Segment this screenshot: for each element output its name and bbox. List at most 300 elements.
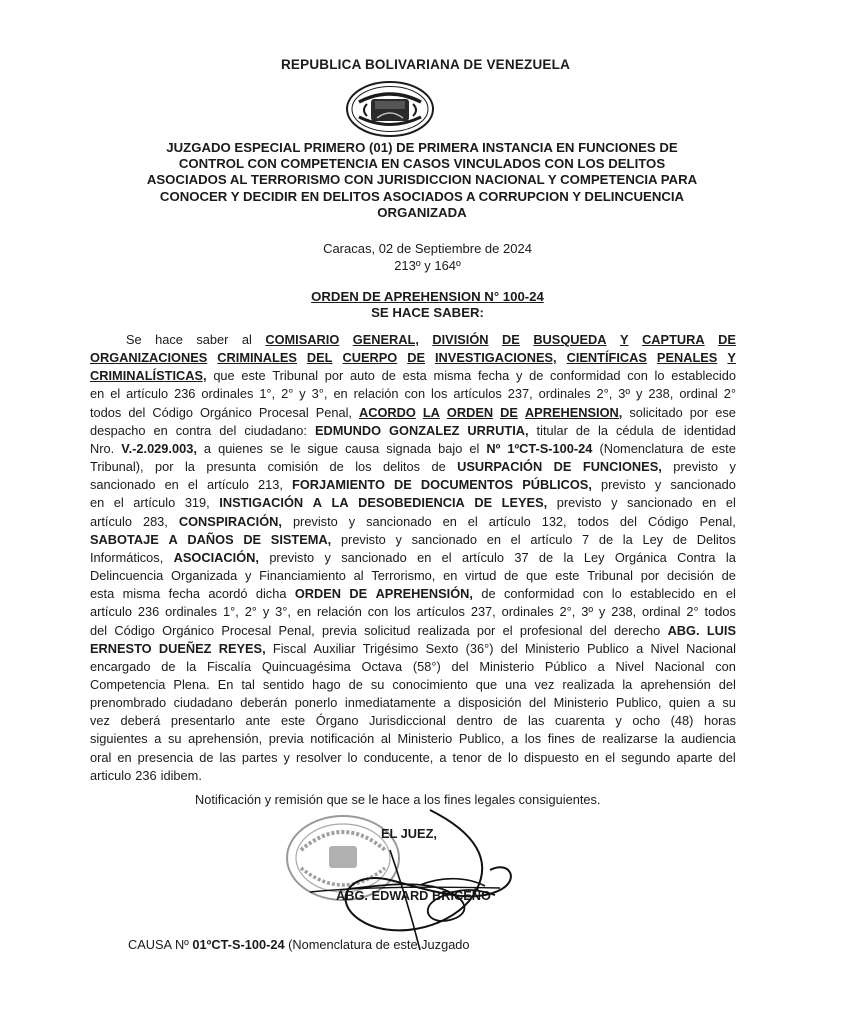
body-word: previsto [556, 495, 602, 511]
body-word: DEL [306, 350, 333, 366]
body-word: dentro [456, 713, 493, 729]
body-word: del [528, 695, 547, 711]
body-word: ante [245, 713, 271, 729]
body-word: V.-2.029.003, [121, 440, 197, 456]
body-line [90, 494, 736, 512]
body-word: dispuesto [524, 749, 579, 765]
body-word: artículo [530, 531, 573, 547]
body-word: misma [122, 586, 161, 602]
body-word: APREHENSIÓN, [375, 586, 473, 602]
body-word: 37 [514, 549, 529, 565]
body-word: de [487, 749, 502, 765]
body-word: esta [90, 586, 115, 602]
body-word: Orgánico [162, 622, 215, 638]
body-word: DIVISIÓN [432, 332, 489, 347]
body-word: Orgánico [199, 404, 252, 420]
body-word: URRUTIA, [467, 422, 529, 438]
body-word: de [161, 658, 176, 674]
body-word: con [715, 658, 736, 674]
body-word: Nº [486, 440, 501, 456]
body-word: conocimiento [392, 676, 468, 692]
body-word: profesional [519, 622, 583, 638]
body-line [90, 476, 736, 494]
body-word: Trigésimo [362, 640, 419, 656]
body-word: Nacional [686, 640, 736, 656]
body-word: conformidad [503, 586, 575, 602]
body-word: aprehensión, [188, 731, 263, 747]
body-word: a [636, 640, 644, 656]
body-word: su [370, 676, 385, 692]
body-line [90, 349, 736, 367]
body-word: ocho [632, 713, 661, 729]
body-word: DE [502, 332, 520, 347]
body-word: DE [500, 404, 518, 420]
body-word: prenombrado [90, 695, 167, 711]
body-word: Contra [677, 549, 716, 565]
body-word: con [367, 604, 389, 620]
body-word: hace [155, 332, 183, 347]
body-word: signada [386, 440, 432, 456]
body-word: ponerlo [294, 695, 338, 711]
body-word: misma [433, 368, 472, 384]
body-word: Nivel [650, 640, 679, 656]
body-word: DE [407, 350, 426, 366]
body-word: conducente, [363, 749, 434, 765]
body-word: el [510, 531, 521, 547]
body-word: a [707, 695, 715, 711]
body-word: el [502, 622, 513, 638]
body-word: las [528, 713, 545, 729]
body-word: Ley [583, 549, 605, 565]
body-word: Informáticos, [90, 549, 164, 565]
body-word: cédula [616, 422, 654, 438]
body-word: virtud [465, 568, 497, 584]
body-word: sancionado [366, 513, 432, 529]
body-word: el [725, 586, 736, 602]
body-line [90, 676, 736, 694]
body-word: solicitud [364, 622, 411, 638]
body-word: el [110, 386, 121, 402]
body-word: Código [152, 404, 193, 420]
body-word: realizada [417, 622, 470, 638]
body-word: delitos [383, 459, 421, 475]
body-word: de [329, 459, 344, 475]
body-word: resolver [295, 749, 342, 765]
court-line: CONTROL CON COMPETENCIA EN CASOS VINCULADOS CON LOS DELITOS [178, 156, 666, 172]
body-word: (48) [670, 713, 694, 729]
body-word: con [582, 586, 604, 602]
body-word: artículos [453, 386, 502, 402]
body-line [90, 658, 736, 676]
body-word: y [729, 459, 736, 475]
body-word: la [664, 731, 675, 747]
body-word: Fiscalía [206, 658, 252, 674]
body-word: esta [402, 368, 427, 384]
body-word: a [154, 731, 162, 747]
body-word: a [597, 658, 605, 674]
body-word: oral [90, 749, 112, 765]
body-line [90, 640, 736, 658]
body-word: con [404, 386, 426, 402]
body-word: sigue [307, 440, 339, 456]
body-word: a [439, 749, 447, 765]
body-word: despacho [90, 422, 146, 438]
body-word: SISTEMA, [270, 531, 332, 547]
body-word: de [481, 586, 496, 602]
body-word: a [511, 731, 519, 747]
body-word: ciudadano: [244, 422, 307, 438]
body-word: DE [474, 495, 493, 511]
body-word: en [584, 749, 600, 765]
body-word: Delincuencia [90, 568, 164, 584]
body-word: Terrorismo, [371, 568, 436, 584]
body-word: Octava [361, 658, 403, 674]
body-word: segundo [621, 749, 671, 765]
body-word: y [262, 604, 270, 620]
document-years: 213º y 164º [394, 258, 461, 273]
body-word: DE [718, 332, 736, 347]
body-line [90, 404, 736, 422]
body-word: CRIMINALES [217, 350, 297, 366]
body-word: de [690, 440, 705, 456]
body-word: y [395, 531, 402, 547]
body-word: Quincuagésima [261, 658, 351, 674]
body-word: cuarenta [554, 713, 605, 729]
body-word: Penal, [699, 513, 736, 529]
body-word: titular [536, 422, 568, 438]
body-word: comisión [267, 459, 319, 475]
body-line [90, 422, 736, 440]
body-word: FORJAMIENTO [292, 477, 385, 493]
body-word: Jurisdiccional [369, 713, 446, 729]
body-word: de [721, 568, 736, 584]
body-word: Se [126, 332, 142, 347]
body-word: derecho [614, 622, 661, 638]
court-line: ORGANIZADA [377, 204, 467, 220]
body-word: de [598, 531, 614, 547]
body-word: Tribunal), [90, 459, 144, 475]
body-word: fines [547, 731, 575, 747]
body-word: de [348, 676, 363, 692]
body-word: DE [394, 477, 412, 493]
body-word: del [718, 676, 736, 692]
body-word: el [441, 549, 452, 565]
body-word: bajo [438, 440, 463, 456]
judge-title: EL JUEZ, [381, 826, 437, 841]
body-word: en [296, 604, 312, 620]
body-word: de [381, 368, 396, 384]
body-word: previa [268, 731, 304, 747]
body-word: del [128, 404, 146, 420]
body-word: artículo [126, 386, 169, 402]
body-word: Ministerio [524, 640, 580, 656]
body-word: previsto [673, 459, 719, 475]
body-word: la [184, 459, 195, 475]
body-word: en [153, 422, 168, 438]
body-word: Y [620, 332, 629, 347]
body-word: su [168, 731, 182, 747]
body-word: por [640, 568, 660, 584]
body-word: 1°, [259, 386, 276, 402]
body-word: el [187, 477, 198, 493]
body-word: y [299, 386, 306, 402]
body-word: horas [703, 713, 736, 729]
body-line [90, 767, 736, 785]
body-word: identidad [683, 422, 736, 438]
body-line [90, 603, 736, 621]
body-word: audiencia [681, 731, 736, 747]
body-word: sancionado [627, 495, 693, 511]
body-word: en [703, 586, 718, 602]
body-word: previsto [600, 477, 646, 493]
body-word: 213, [258, 477, 283, 493]
body-word: ASOCIACIÓN, [173, 549, 259, 565]
body-word: idibem. [160, 767, 202, 783]
body-word: 236 [135, 767, 157, 783]
body-word: ordinales [201, 386, 254, 402]
body-word: Ministerio [553, 695, 609, 711]
body-word: INVESTIGACIONES, [435, 350, 557, 366]
body-word: al [380, 731, 391, 747]
body-word: disposición [458, 695, 522, 711]
body-word: decisión [666, 568, 714, 584]
body-word: la [186, 658, 197, 674]
body-word: sancionado [670, 477, 736, 493]
body-word: Tribunal [272, 368, 319, 384]
order-body [90, 331, 736, 785]
body-word: GONZALEZ [389, 422, 460, 438]
body-word: del [619, 513, 637, 529]
body-word: A [312, 495, 322, 511]
body-line [90, 440, 736, 458]
body-word: de [503, 713, 518, 729]
date-block [0, 240, 845, 274]
body-word: fecha [168, 586, 200, 602]
body-word: en [702, 495, 717, 511]
body-word: este [280, 713, 306, 729]
body-word: Delitos [696, 531, 736, 547]
body-word: CIENTÍFICAS [566, 350, 647, 366]
body-word: A [168, 531, 178, 547]
body-word: Tribunal [587, 568, 633, 584]
body-word: encargado [90, 658, 151, 674]
body-word: artículos [416, 604, 465, 620]
body-word: LEYES, [501, 495, 548, 511]
body-word: y [598, 604, 606, 620]
body-word: y [348, 513, 356, 529]
body-word: Penal, [278, 622, 315, 638]
body-word: Nro. [90, 440, 115, 456]
body-word: y [654, 477, 662, 493]
body-word: lo [508, 749, 518, 765]
body-word: Sexto [425, 640, 459, 656]
body-word: 236 [137, 604, 160, 620]
body-word: Organizada [171, 568, 238, 584]
body-word: aprehensión [640, 676, 711, 692]
body-word: en [333, 386, 348, 402]
body-word: COMISARIO [265, 332, 340, 347]
body-word: 237, [470, 604, 496, 620]
body-word: por [689, 404, 709, 420]
body-word: en [117, 749, 132, 765]
body-word: Plena. [173, 676, 210, 692]
body-word: Nivel [615, 658, 644, 674]
body-word: FUNCIONES, [582, 459, 662, 475]
judge-name: ABG. EDWARD BRICEÑO [336, 888, 491, 903]
body-word: partes [241, 749, 278, 765]
body-line [90, 712, 736, 730]
body-word: DE [243, 531, 262, 547]
body-word: que [526, 568, 548, 584]
body-word: la [725, 549, 736, 565]
body-word: artículo [90, 513, 132, 529]
body-word: el [467, 513, 478, 529]
body-word: ciudadano [173, 695, 233, 711]
body-word: artículo [462, 549, 504, 565]
body-word: los [355, 459, 372, 475]
body-word: LUIS [706, 622, 736, 638]
body-word: 3°, [275, 604, 291, 620]
body-word: la [622, 531, 633, 547]
body-word: articulo [90, 767, 132, 783]
body-word: este [241, 368, 266, 384]
body-word: de [672, 531, 688, 547]
body-word: el [113, 495, 124, 511]
body-word: DOCUMENTOS [420, 477, 514, 493]
body-word: este [555, 568, 580, 584]
body-word: el [725, 495, 736, 511]
body-word: PENALES [656, 350, 718, 366]
body-word: deberá [120, 713, 161, 729]
body-word: Financiamiento [259, 568, 346, 584]
body-word: realizarse [602, 731, 658, 747]
body-word: ORGANIZACIONES [90, 350, 208, 366]
body-word: a [443, 695, 451, 711]
body-word: y [244, 568, 252, 584]
body-word: de [504, 568, 519, 584]
body-word: 3º [618, 386, 631, 402]
body-word: 2° [723, 386, 736, 402]
body-word: 2°, [596, 386, 613, 402]
body-word: 236 [174, 386, 196, 402]
body-word: notificación [310, 731, 375, 747]
body-word: Auxiliar [313, 640, 356, 656]
body-word: Ley [642, 531, 664, 547]
body-word: el [605, 749, 616, 765]
body-line [90, 531, 736, 549]
body-word: inmediatamente [344, 695, 436, 711]
body-word: vez [90, 713, 110, 729]
body-word: EDMUNDO [314, 422, 382, 438]
body-line [90, 730, 736, 748]
body-line [90, 331, 736, 349]
body-word: las [219, 749, 236, 765]
body-word: realizada [562, 676, 615, 692]
body-word: todos [90, 404, 122, 420]
body-word: CONSPIRACIÓN, [178, 513, 282, 529]
body-word: tal [241, 676, 255, 692]
body-word: conformidad [550, 368, 621, 384]
body-word: en [164, 477, 179, 493]
court-seal-emblem [345, 80, 435, 138]
body-word: y [615, 713, 622, 729]
body-word: contra [175, 422, 212, 438]
body-word: dicha [255, 586, 287, 602]
body-word: 2°, [559, 604, 576, 620]
body-word: de [581, 731, 596, 747]
court-line: CONOCER Y DECIDIR EN DELITOS ASOCIADOS A CORRUPCION Y DELINCUENCIA [159, 188, 685, 204]
body-word: la [563, 549, 574, 565]
body-word: 319, [184, 495, 210, 511]
body-word: artículo [133, 495, 176, 511]
court-name [118, 140, 726, 221]
body-line [90, 585, 736, 603]
body-word: lo [347, 749, 358, 765]
body-word: tenor [452, 749, 482, 765]
body-word: al [353, 568, 364, 584]
body-word: este [711, 440, 736, 456]
body-word: (36°) [465, 640, 494, 656]
document-date: Caracas, 02 de Septiembre de 2024 [323, 241, 532, 256]
body-word: el [469, 440, 480, 456]
body-word: relación [317, 604, 362, 620]
body-word: del [718, 749, 736, 765]
body-word: DE [553, 459, 572, 475]
body-word: del [451, 658, 469, 674]
body-word: Procesal [221, 622, 272, 638]
body-word: previa [322, 622, 357, 638]
body-word: Competencia [90, 676, 166, 692]
body-word: CAPTURA [642, 332, 705, 347]
body-word: del [90, 622, 108, 638]
body-line [90, 458, 736, 476]
body-word: 1ºCT-S-100-24 [507, 440, 593, 456]
body-word: le [290, 440, 301, 456]
body-word: Orgánica [614, 549, 667, 565]
body-line [90, 549, 736, 567]
body-word: Código [647, 513, 689, 529]
body-word: PÚBLICOS, [522, 477, 592, 493]
body-word: en [442, 513, 457, 529]
body-word: relación [353, 386, 399, 402]
body-word: en [90, 386, 105, 402]
body-word: a [203, 440, 212, 456]
order-heading [0, 289, 845, 321]
body-word: ordinales [165, 604, 218, 620]
body-word: 2° [686, 604, 699, 620]
body-word: ORDEN [294, 586, 342, 602]
body-word: vez [534, 676, 555, 692]
body-word: saber [196, 332, 229, 347]
body-word: presentarlo [170, 713, 235, 729]
body-word: (Nomenclatura [599, 440, 684, 456]
body-word: la [598, 422, 609, 438]
body-word: 132, [541, 513, 567, 529]
body-word: todos [577, 513, 609, 529]
body-word: auto [350, 368, 375, 384]
body-word: ordinales [538, 386, 591, 402]
body-word: (58°) [412, 658, 441, 674]
body-word: y [611, 495, 618, 511]
body-word: sancionado [90, 477, 156, 493]
body-word: Procesal [258, 404, 309, 420]
body-word: en [417, 549, 432, 565]
body-word: establecido [630, 586, 695, 602]
body-word: ordinal [679, 386, 718, 402]
body-word: Ministerio [397, 731, 453, 747]
body-word: sancionado [341, 549, 407, 565]
body-word: artículo [90, 604, 132, 620]
